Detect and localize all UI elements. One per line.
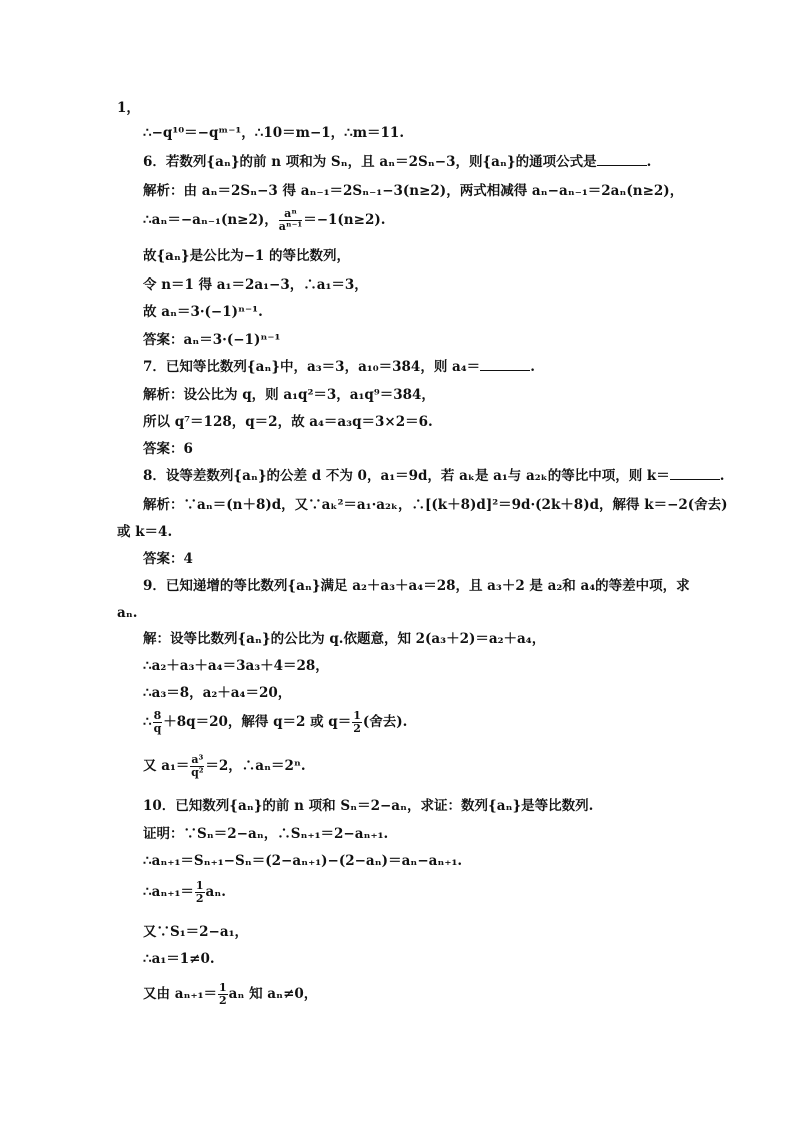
question-text: 6．若数列{aₙ}的前 n 项和为 Sₙ，且 aₙ＝2Sₙ−3，则{aₙ}的通项公式是 xyxy=(143,154,597,170)
analysis-line xyxy=(143,496,728,514)
line-text: 或 k＝4. xyxy=(117,524,173,540)
denominator: q² xyxy=(191,766,204,779)
text-line xyxy=(117,99,140,117)
line-text: (舍去). xyxy=(362,714,408,730)
numerator: a³ xyxy=(191,753,204,766)
line-text: . xyxy=(719,468,725,484)
line-text: 解析：∵aₙ＝(n＋8)d，又∵aₖ²＝a₁·a₂ₖ，∴[(k＋8)d]²＝9d·(2k＋8)d，解得 k＝−2(舍去) xyxy=(143,497,728,513)
fraction xyxy=(352,710,362,735)
numerator: aⁿ xyxy=(279,208,302,221)
text-line xyxy=(117,604,137,622)
text-line xyxy=(143,684,291,702)
fraction xyxy=(153,710,163,735)
answer-blank xyxy=(597,153,647,166)
text-line xyxy=(143,657,329,675)
question-7 xyxy=(143,358,535,376)
text-line xyxy=(143,303,263,321)
line-text: 证明：∵Sₙ＝2−aₙ，∴Sₙ₊₁＝2−aₙ₊₁. xyxy=(143,826,389,842)
numerator: 1 xyxy=(195,879,204,892)
line-text: 1， xyxy=(117,100,140,116)
fraction xyxy=(195,880,205,905)
line-text: 令 n＝1 得 a₁＝2a₁−3，∴a₁＝3， xyxy=(143,277,368,293)
question-text: 10．已知数列{aₙ}的前 n 项和 Sₙ＝2−aₙ，求证：数列{aₙ}是等比数列. xyxy=(143,798,594,814)
text-line xyxy=(143,880,226,905)
denominator: 2 xyxy=(219,994,227,1007)
text-line xyxy=(143,852,462,870)
text-line xyxy=(143,950,215,968)
analysis-line xyxy=(143,386,435,404)
text-line xyxy=(143,923,248,941)
question-text: 7．已知等比数列{aₙ}中，a₃＝3，a₁₀＝384，则 a₄＝ xyxy=(143,359,481,375)
line-text: 故{aₙ}是公比为−1 的等比数列， xyxy=(143,248,351,264)
question-text: 9．已知递增的等比数列{aₙ}满足 a₂＋a₃＋a₄＝28，且 a₃＋2 是 a₂和 a₄的等差中项，求 xyxy=(143,578,690,594)
line-text: ∴−q¹⁰＝−qᵐ⁻¹，∴10＝m−1，∴m＝11. xyxy=(143,125,405,141)
solution-line xyxy=(143,630,545,648)
line-text: 答案：6 xyxy=(143,441,193,457)
text-line xyxy=(143,124,404,142)
line-text: 所以 q⁷＝128，q＝2，故 a₄＝a₃q＝3×2＝6. xyxy=(143,414,433,430)
denominator: aⁿ⁻¹ xyxy=(278,220,303,233)
denominator: 2 xyxy=(195,892,204,905)
question-text: 8．设等差数列{aₙ}的公差 d 不为 0，a₁＝9d，若 aₖ是 a₁与 a₂ₖ的等比中项，则 k＝ xyxy=(143,468,670,484)
text-line xyxy=(117,523,172,541)
numerator: 1 xyxy=(219,981,227,994)
answer-line xyxy=(143,331,280,349)
line-text: ∴aₙ＝−aₙ₋₁(n≥2)， xyxy=(143,212,278,228)
line-text: ∴a₂＋a₃＋a₄＝3a₃＋4＝28， xyxy=(143,658,329,674)
line-text: 又由 aₙ₊₁＝ xyxy=(143,986,217,1002)
fraction xyxy=(218,982,228,1007)
line-text: 答案：4 xyxy=(143,551,193,567)
denominator: 2 xyxy=(353,722,361,735)
line-text: 解析：由 aₙ＝2Sₙ−3 得 aₙ₋₁＝2Sₙ₋₁−3(n≥2)，两式相减得 aₙ−aₙ₋₁＝2aₙ(n≥2)， xyxy=(143,183,684,199)
line-text: . xyxy=(646,154,652,170)
question-8 xyxy=(143,467,725,485)
answer-blank xyxy=(670,467,720,480)
line-text: ＋8q＝20，解得 q＝2 或 q＝ xyxy=(163,714,352,730)
line-text: ∴a₃＝8，a₂＋a₄＝20， xyxy=(143,685,292,701)
line-text: ＝2，∴aₙ＝2ⁿ. xyxy=(205,758,306,774)
proof-line xyxy=(143,825,388,843)
text-line xyxy=(143,754,306,779)
line-text: ∴aₙ₊₁＝Sₙ₊₁−Sₙ＝(2−aₙ₊₁)−(2−aₙ)＝aₙ−aₙ₊₁. xyxy=(143,853,463,869)
line-text: ∴a₁＝1≠0. xyxy=(143,951,215,967)
answer-line xyxy=(143,440,193,458)
line-text: ＝−1(n≥2). xyxy=(303,212,386,228)
line-text: aₙ. xyxy=(117,605,138,621)
line-text: aₙ 知 aₙ≠0， xyxy=(228,986,318,1002)
line-text: 故 aₙ＝3·(−1)ⁿ⁻¹. xyxy=(143,304,263,320)
text-line xyxy=(143,276,368,294)
line-text: 解：设等比数列{aₙ}的公比为 q.依题意，知 2(a₃＋2)＝a₂＋a₄， xyxy=(143,631,546,647)
text-line xyxy=(143,982,317,1007)
line-text: ∴aₙ₊₁＝ xyxy=(143,884,194,900)
line-text: 又∵S₁＝2−a₁， xyxy=(143,924,249,940)
answer-line xyxy=(143,550,193,568)
fraction xyxy=(279,208,302,233)
line-text: . xyxy=(530,359,535,375)
text-line xyxy=(143,208,385,233)
line-text: 解析：设公比为 q，则 a₁q²＝3，a₁q⁹＝384， xyxy=(143,387,435,403)
line-text: 答案：aₙ＝3·(−1)ⁿ⁻¹ xyxy=(143,332,281,348)
answer-blank xyxy=(480,358,530,371)
question-10 xyxy=(143,797,593,815)
numerator: 1 xyxy=(353,709,361,722)
analysis-line xyxy=(143,182,683,200)
question-6 xyxy=(143,153,651,171)
denominator: q xyxy=(153,722,162,735)
numerator: 8 xyxy=(153,709,162,722)
text-line xyxy=(143,247,350,265)
text-line xyxy=(143,413,433,431)
line-text: aₙ. xyxy=(205,884,227,900)
question-9 xyxy=(143,577,690,595)
line-text: 又 a₁＝ xyxy=(143,758,190,774)
text-line xyxy=(143,710,407,735)
line-text: ∴ xyxy=(143,714,152,730)
fraction xyxy=(190,754,204,779)
